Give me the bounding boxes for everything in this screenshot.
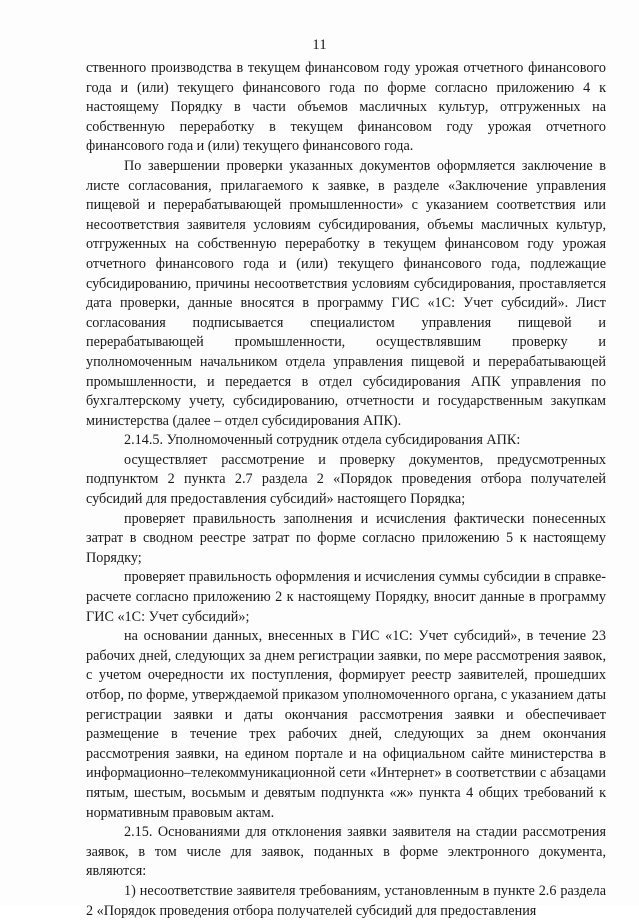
paragraph: проверяет правильность оформления и исчисления суммы субсидии в справке-расчете согласно приложению 2 к настоящему Порядку, вносит данные в программу ГИС «1С: Учет субсидий»;	[86, 569, 606, 625]
paragraph: проверяет правильность заполнения и исчисления фактически понесенных затрат в сводном реестре затрат по форме согласно приложению 5 к настоящему Порядку;	[86, 510, 606, 566]
paragraph: на основании данных, внесенных в ГИС «1С: Учет субсидий», в течение 23 рабочих дней, следующих за днем регистрации заявки, по мере рассмотрения заявок, с учетом очередности их поступления, формирует реестр заявителей, прошедших отбор, по форме, утверждаемой приказом уполномоченного органа, с указанием даты регистрации заявки и даты окончания рассмотрения заявки и обеспечивает размещение в течение трех рабочих дней, следующих за днем окончания рассмотрения заявки, на едином портале и на официальном сайте министерства в информационно–телекоммуникационной сети «Интернет» в соответствии с абзацами пятым, шестым, восьмым и девятым подпункта «ж» пункта 4 общих требований к нормативным правовым актам.	[86, 628, 606, 821]
document-body	[86, 59, 606, 921]
paragraph: 2.14.5. Уполномоченный сотрудник отдела субсидирования АПК:	[124, 432, 521, 449]
paragraph: ственного производства в текущем финансовом году урожая отчетного финансового года и (или) текущего финансового года по форме согласно приложению 4 к настоящему Порядку в части объемов масличных культур, отгруженных на собственную переработку в текущем финансовом году урожая отчетного финансового года и (или) текущего финансового года.	[86, 60, 606, 155]
paragraph: 2.15. Основаниями для отклонения заявки заявителя на стадии рассмотрения заявок, в том числе для заявок, поданных в форме электронного документа, являются:	[86, 824, 606, 880]
paragraph: 1) несоответствие заявителя требованиям, установленным в пункте 2.6 раздела 2 «Порядок проведения отбора получателей субсидий для предоставления	[86, 882, 606, 919]
paragraph: осуществляет рассмотрение и проверку документов, предусмотренных подпунктом 2 пункта 2.7 раздела 2 «Порядок проведения отбора получателей субсидий для предоставления субсидий» настоящего Порядка;	[86, 451, 606, 508]
page-number: 11	[312, 37, 327, 53]
paragraph: По завершении проверки указанных документов оформляется заключение в листе согласования, прилагаемого к заявке, в разделе «Заключение управления пищевой и перерабатывающей промышленности» с указанием соответствия или несоответствия заявителя условиям субсидирования, объемы масличных культур, отгруженных на собственную переработку в текущем финансовом году урожая отчетного финансового года и (или) текущего финансового года, подлежащие субсидированию, причины несоответствия условиям субсидирования, проставляется дата проверки, данные вносятся в программу ГИС «1С: Учет субсидий». Лист согласования подписывается специалистом управления пищевой и перерабатывающей промышленности, осуществлявшим проверку и уполномоченным начальником отдела управления пищевой и перерабатывающей промышленности, и передается в отдел субсидирования АПК управления по бухгалтерскому учету, субсидированию, отчетности и государственным закупкам министерства (далее – отдел субсидирования АПК).	[86, 157, 606, 429]
